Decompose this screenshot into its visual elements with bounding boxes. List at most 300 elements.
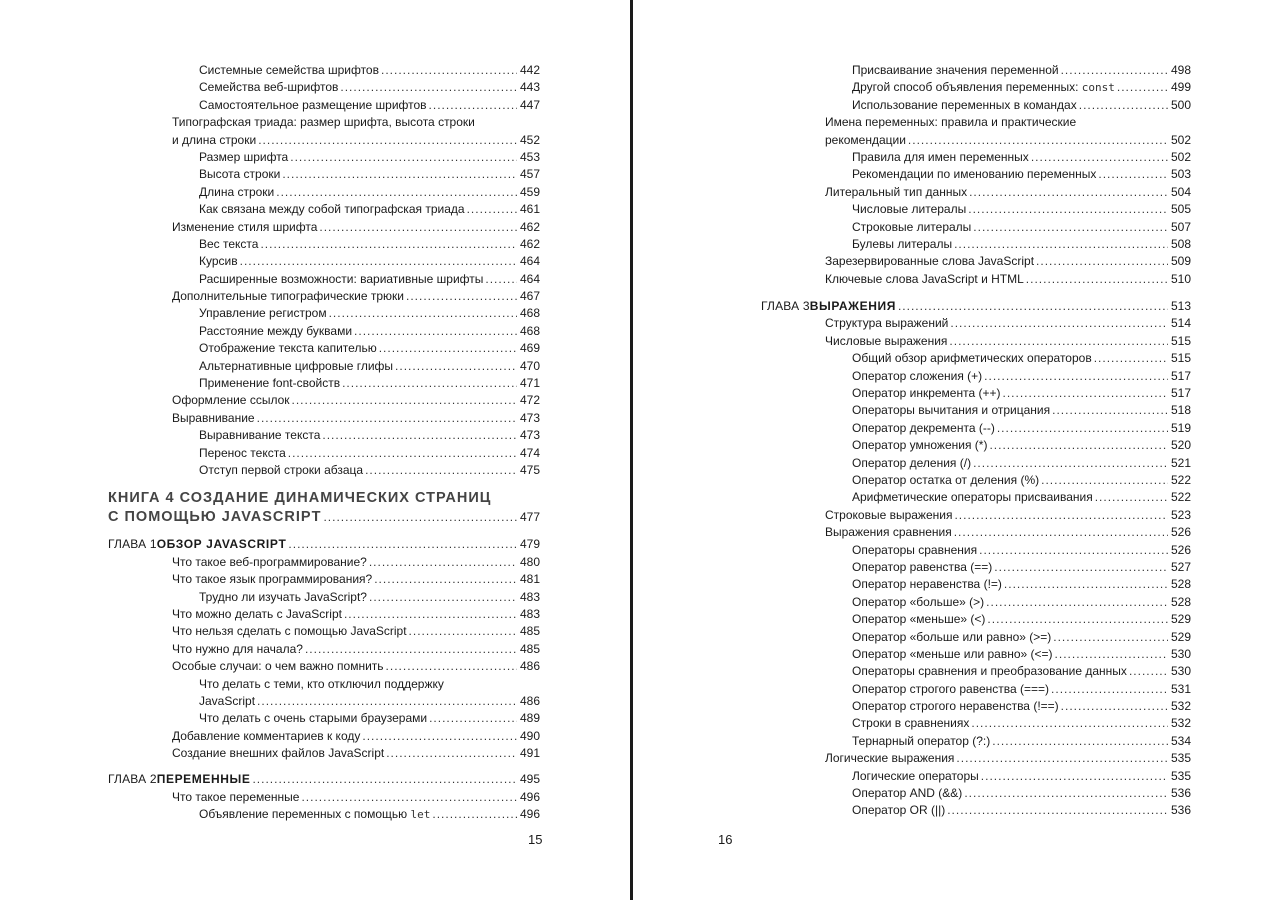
page-ref: 453 bbox=[519, 149, 540, 164]
chapter-title: ОБЗОР JAVASCRIPT bbox=[156, 537, 287, 552]
leader-dots bbox=[1061, 62, 1168, 79]
entry-title: Длина строки bbox=[199, 184, 275, 199]
book-heading[interactable]: КНИГА 4 СОЗДАНИЕ ДИНАМИЧЕСКИХ СТРАНИЦ С ПОМОЩЬЮ JAVASCRIPT ..... 477 bbox=[108, 489, 540, 527]
entry-title: Особые случаи: о чем важно помнить bbox=[172, 659, 384, 674]
leader-dots bbox=[292, 392, 517, 409]
page-ref: 464 bbox=[519, 254, 540, 269]
leader-dots bbox=[1117, 79, 1168, 96]
page-ref: 522 bbox=[1170, 490, 1191, 505]
code-keyword: const bbox=[1081, 81, 1115, 95]
leader-dots bbox=[288, 445, 517, 462]
page-ref: 535 bbox=[1170, 768, 1191, 783]
entry-title: Применение font-свойств bbox=[199, 376, 341, 391]
entry-title: Оператор остатка от деления (%) bbox=[852, 472, 1040, 487]
leader-dots bbox=[467, 201, 517, 218]
toc-entry[interactable] bbox=[761, 368, 1191, 385]
toc-entry[interactable] bbox=[761, 385, 1191, 402]
leader-dots bbox=[409, 623, 517, 640]
entry-title: Системные семейства шрифтов bbox=[199, 63, 379, 77]
toc-entry[interactable] bbox=[108, 323, 540, 340]
entry-title: Управление регистром bbox=[199, 306, 327, 321]
toc-entry[interactable] bbox=[761, 333, 1191, 350]
entry-title: Оператор AND (&&) bbox=[852, 786, 963, 801]
page-ref: 462 bbox=[519, 219, 540, 234]
entry-title: Что такое язык программирования? bbox=[172, 572, 373, 587]
page-ref: 461 bbox=[519, 202, 540, 217]
page-ref: 491 bbox=[519, 746, 540, 761]
toc-entry[interactable] bbox=[761, 629, 1191, 646]
page-ref: 526 bbox=[1170, 542, 1191, 557]
leader-dots bbox=[432, 806, 517, 823]
entry-title: Литеральный тип данных bbox=[825, 184, 968, 199]
leader-dots bbox=[986, 594, 1168, 611]
entry-title: Дополнительные типографические трюки bbox=[172, 289, 405, 304]
entry-title: Оператор равенства (==) bbox=[852, 559, 993, 574]
toc-entry[interactable] bbox=[108, 201, 540, 218]
chapter-heading[interactable] bbox=[761, 298, 1191, 315]
toc-entry[interactable] bbox=[108, 149, 540, 166]
page-ref: 515 bbox=[1170, 333, 1191, 348]
entry-title: Отображение текста капителью bbox=[199, 341, 377, 356]
page-ref: 486 bbox=[519, 693, 540, 708]
toc-entry[interactable] bbox=[761, 455, 1191, 472]
toc-entry[interactable] bbox=[108, 253, 540, 270]
entry-title: Оператор строгого равенства (===) bbox=[852, 681, 1050, 696]
leader-dots bbox=[365, 462, 517, 479]
toc-entry[interactable] bbox=[761, 542, 1191, 559]
page-ref: 536 bbox=[1170, 803, 1191, 818]
page-ref: 510 bbox=[1170, 271, 1191, 286]
toc-entry[interactable]: Другой способ объявления переменных: const ..... 499 bbox=[761, 79, 1191, 96]
leader-dots bbox=[954, 524, 1168, 541]
toc-entry[interactable] bbox=[761, 184, 1191, 201]
toc-entry[interactable] bbox=[108, 745, 540, 762]
toc-entry[interactable] bbox=[108, 340, 540, 357]
code-keyword: let bbox=[410, 808, 431, 822]
leader-dots bbox=[374, 571, 517, 588]
leader-dots bbox=[305, 641, 517, 658]
entry-title: Выражения сравнения bbox=[825, 525, 952, 540]
entry-title: Самостоятельное размещение шрифтов bbox=[199, 97, 427, 112]
page-ref: 473 bbox=[519, 428, 540, 443]
page-ref: 504 bbox=[1170, 184, 1191, 199]
entry-title: Логические выражения bbox=[825, 751, 955, 766]
toc-entry[interactable] bbox=[761, 315, 1191, 332]
page-ref: 514 bbox=[1170, 316, 1191, 331]
leader-dots bbox=[1061, 698, 1168, 715]
toc-right bbox=[761, 62, 1191, 820]
leader-dots bbox=[1098, 166, 1168, 183]
leader-dots bbox=[344, 606, 517, 623]
chapter-title: ПЕРЕМЕННЫЕ bbox=[156, 772, 251, 787]
entry-title: Выравнивание текста bbox=[199, 428, 321, 443]
page-ref: 502 bbox=[1170, 149, 1191, 164]
toc-entry[interactable] bbox=[761, 576, 1191, 593]
toc-entry[interactable] bbox=[108, 62, 540, 79]
entry-title: Оформление ссылок bbox=[172, 393, 290, 408]
entry-title: Что такое веб-программирование? bbox=[172, 554, 367, 569]
page-ref: 505 bbox=[1170, 202, 1191, 217]
toc-entry[interactable] bbox=[108, 410, 540, 427]
toc-entry[interactable]: Имена переменных: правила и практические bbox=[825, 115, 1077, 130]
toc-entry[interactable]: рекомендации ..... 502 bbox=[761, 132, 1191, 149]
leader-dots bbox=[429, 97, 517, 114]
leader-dots bbox=[485, 271, 517, 288]
page-ref: 469 bbox=[519, 341, 540, 356]
leader-dots bbox=[301, 789, 517, 806]
page-ref: 496 bbox=[519, 807, 540, 822]
page-ref: 495 bbox=[519, 772, 540, 787]
toc-entry[interactable]: Типографская триада: размер шрифта, высота строки bbox=[172, 115, 475, 130]
leader-dots bbox=[1095, 489, 1168, 506]
entry-title: Операторы сравнения и преобразование данных bbox=[852, 664, 1127, 679]
toc-entry[interactable] bbox=[761, 489, 1191, 506]
leader-dots bbox=[252, 771, 517, 788]
page-ref: 530 bbox=[1170, 664, 1191, 679]
page-ref: 486 bbox=[519, 659, 540, 674]
entry-title: Оператор «меньше или равно» (<=) bbox=[852, 646, 1053, 661]
page-number: 16 bbox=[718, 832, 733, 847]
chapter-heading[interactable] bbox=[108, 771, 540, 788]
toc-entry[interactable] bbox=[108, 789, 540, 806]
toc-entry[interactable] bbox=[108, 236, 540, 253]
toc-entry[interactable] bbox=[761, 507, 1191, 524]
leader-dots bbox=[1053, 629, 1168, 646]
toc-entry[interactable] bbox=[761, 611, 1191, 628]
toc-entry[interactable] bbox=[761, 524, 1191, 541]
entry-title: Трудно ли изучать JavaScript? bbox=[199, 589, 367, 604]
entry-title: Изменение стиля шрифта bbox=[172, 219, 318, 234]
toc-entry[interactable] bbox=[108, 219, 540, 236]
entry-title: Перенос текста bbox=[199, 445, 286, 460]
leader-dots bbox=[323, 508, 517, 527]
entry-title: Булевы литералы bbox=[852, 236, 953, 251]
entry-title: Размер шрифта bbox=[199, 149, 289, 164]
leader-dots bbox=[1079, 97, 1168, 114]
right-page bbox=[633, 0, 1261, 900]
page-ref: 480 bbox=[519, 554, 540, 569]
page-ref: 475 bbox=[519, 462, 540, 477]
page-ref: 447 bbox=[519, 97, 540, 112]
entry-title: Оператор сложения (+) bbox=[852, 368, 983, 383]
page-ref: 471 bbox=[519, 376, 540, 391]
page-ref: 483 bbox=[519, 589, 540, 604]
toc-entry[interactable] bbox=[108, 288, 540, 305]
entry-title: Высота строки bbox=[199, 167, 281, 182]
leader-dots bbox=[971, 715, 1168, 732]
toc-entry[interactable] bbox=[108, 571, 540, 588]
page-ref: 470 bbox=[519, 358, 540, 373]
leader-dots bbox=[282, 166, 517, 183]
leader-dots bbox=[969, 184, 1168, 201]
entry-title: Оператор «меньше» (<) bbox=[852, 612, 986, 627]
leader-dots bbox=[260, 236, 517, 253]
leader-dots bbox=[1094, 350, 1168, 367]
entry-title: Что можно делать с JavaScript bbox=[172, 606, 342, 621]
page-ref: 527 bbox=[1170, 559, 1191, 574]
chapter-title: ВЫРАЖЕНИЯ bbox=[809, 299, 896, 314]
leader-dots bbox=[954, 236, 1168, 253]
page-ref: 499 bbox=[1170, 80, 1191, 95]
page-ref: 508 bbox=[1170, 236, 1191, 251]
entry-title: Как связана между собой типографская триада bbox=[199, 202, 465, 217]
entry-title: Что такое переменные bbox=[172, 789, 300, 804]
toc-entry[interactable] bbox=[761, 733, 1191, 750]
left-page bbox=[0, 0, 630, 900]
leader-dots bbox=[369, 589, 517, 606]
leader-dots bbox=[984, 368, 1168, 385]
leader-dots bbox=[947, 802, 1168, 819]
toc-entry[interactable]: JavaScript ..... 486 bbox=[108, 693, 540, 710]
page-ref: 481 bbox=[519, 572, 540, 587]
page-ref: 534 bbox=[1170, 733, 1191, 748]
toc-entry[interactable] bbox=[761, 149, 1191, 166]
toc-entry[interactable] bbox=[761, 594, 1191, 611]
leader-dots bbox=[386, 745, 517, 762]
page-ref: 536 bbox=[1170, 786, 1191, 801]
leader-dots bbox=[979, 542, 1168, 559]
leader-dots bbox=[1004, 576, 1168, 593]
page-ref: 523 bbox=[1170, 507, 1191, 522]
leader-dots bbox=[997, 420, 1168, 437]
toc-entry[interactable] bbox=[761, 420, 1191, 437]
page-ref: 468 bbox=[519, 306, 540, 321]
entry-title: Расстояние между буквами bbox=[199, 323, 353, 338]
leader-dots bbox=[290, 149, 517, 166]
page-ref: 485 bbox=[519, 641, 540, 656]
toc-entry[interactable] bbox=[108, 427, 540, 444]
entry-title: Арифметические операторы присваивания bbox=[852, 490, 1093, 505]
leader-dots bbox=[898, 298, 1168, 315]
entry-title: Оператор «больше» (>) bbox=[852, 594, 985, 609]
leader-dots bbox=[968, 201, 1168, 218]
toc-entry[interactable] bbox=[108, 641, 540, 658]
toc-entry[interactable] bbox=[108, 97, 540, 114]
leader-dots bbox=[386, 658, 517, 675]
chapter-heading[interactable] bbox=[108, 536, 540, 553]
page-ref: 459 bbox=[519, 184, 540, 199]
entry-title: Использование переменных в командах bbox=[852, 97, 1077, 112]
leader-dots bbox=[954, 507, 1168, 524]
toc-entry[interactable] bbox=[761, 253, 1191, 270]
entry-title: Ключевые слова JavaScript и HTML bbox=[825, 271, 1024, 286]
page-ref: 507 bbox=[1170, 219, 1191, 234]
page-ref: 468 bbox=[519, 323, 540, 338]
entry-title: Альтернативные цифровые глифы bbox=[199, 358, 394, 373]
page-ref: 452 bbox=[519, 132, 540, 147]
entry-title: Правила для имен переменных bbox=[852, 149, 1029, 164]
toc-entry[interactable] bbox=[761, 201, 1191, 218]
entry-title: Структура выражений bbox=[825, 316, 949, 331]
entry-title: Оператор строгого неравенства (!==) bbox=[852, 699, 1059, 714]
leader-dots bbox=[354, 323, 517, 340]
toc-entry[interactable] bbox=[761, 62, 1191, 79]
entry-title: Оператор неравенства (!=) bbox=[852, 577, 1002, 592]
toc-entry[interactable] bbox=[761, 97, 1191, 114]
leader-dots bbox=[406, 288, 517, 305]
page-ref: 509 bbox=[1170, 254, 1191, 269]
entry-title: Оператор деления (/) bbox=[852, 455, 972, 470]
page-ref: 528 bbox=[1170, 577, 1191, 592]
chapter-label: ГЛАВА 2 bbox=[108, 772, 157, 787]
toc-entry[interactable] bbox=[108, 710, 540, 727]
chapter-label: ГЛАВА 3 bbox=[761, 299, 810, 314]
toc-entry[interactable] bbox=[108, 658, 540, 675]
leader-dots bbox=[956, 750, 1168, 767]
toc-entry[interactable] bbox=[108, 166, 540, 183]
toc-entry[interactable] bbox=[108, 392, 540, 409]
page-ref: 517 bbox=[1170, 368, 1191, 383]
entry-title: Что делать с очень старыми браузерами bbox=[199, 711, 428, 726]
toc-entry[interactable] bbox=[108, 623, 540, 640]
page-ref: 462 bbox=[519, 236, 540, 251]
leader-dots bbox=[950, 315, 1168, 332]
toc-entry[interactable]: Объявление переменных с помощью let ..... 496 bbox=[108, 806, 540, 823]
leader-dots bbox=[1031, 149, 1168, 166]
leader-dots bbox=[322, 427, 517, 444]
page-ref: 522 bbox=[1170, 472, 1191, 487]
page-ref: 531 bbox=[1170, 681, 1191, 696]
leader-dots bbox=[257, 693, 517, 710]
toc-entry[interactable] bbox=[108, 375, 540, 392]
toc-entry[interactable] bbox=[108, 305, 540, 322]
leader-dots bbox=[429, 710, 517, 727]
entry-title: Оператор декремента (--) bbox=[852, 420, 995, 435]
page-ref: 530 bbox=[1170, 646, 1191, 661]
page-ref: 472 bbox=[519, 393, 540, 408]
leader-dots bbox=[1052, 402, 1168, 419]
toc-entry[interactable] bbox=[761, 768, 1191, 785]
toc-entry[interactable]: Что делать с теми, кто отключил поддержку bbox=[199, 676, 444, 691]
page-ref: 477 bbox=[519, 510, 540, 525]
leader-dots bbox=[973, 455, 1168, 472]
toc-entry[interactable] bbox=[108, 728, 540, 745]
leader-dots bbox=[288, 536, 517, 553]
page-ref: 457 bbox=[519, 167, 540, 182]
page-ref: 490 bbox=[519, 728, 540, 743]
toc-entry[interactable] bbox=[761, 802, 1191, 819]
leader-dots bbox=[989, 437, 1168, 454]
entry-title: Тернарный оператор (?:) bbox=[852, 733, 991, 748]
page-ref: 443 bbox=[519, 80, 540, 95]
page-ref: 528 bbox=[1170, 594, 1191, 609]
entry-title: Логические операторы bbox=[852, 768, 979, 783]
page-ref: 442 bbox=[519, 63, 540, 77]
toc-entry[interactable] bbox=[761, 271, 1191, 288]
leader-dots bbox=[949, 333, 1168, 350]
toc-entry[interactable]: и длина строки ..... 452 bbox=[108, 132, 540, 149]
toc-entry[interactable] bbox=[108, 606, 540, 623]
toc-entry[interactable] bbox=[761, 715, 1191, 732]
page-ref: 521 bbox=[1170, 455, 1191, 470]
entry-title: Оператор инкремента (++) bbox=[852, 386, 1001, 401]
page-ref: 479 bbox=[519, 537, 540, 552]
toc-entry[interactable] bbox=[761, 236, 1191, 253]
entry-title: Добавление комментариев к коду bbox=[172, 728, 361, 743]
page-ref: 532 bbox=[1170, 699, 1191, 714]
page-ref: 485 bbox=[519, 624, 540, 639]
toc-entry[interactable] bbox=[108, 554, 540, 571]
toc-entry[interactable] bbox=[108, 271, 540, 288]
toc-entry[interactable] bbox=[761, 681, 1191, 698]
toc-entry[interactable] bbox=[761, 219, 1191, 236]
toc-entry[interactable] bbox=[108, 184, 540, 201]
toc-left bbox=[108, 62, 540, 824]
leader-dots bbox=[342, 375, 517, 392]
page-ref: 535 bbox=[1170, 751, 1191, 766]
leader-dots bbox=[1036, 253, 1168, 270]
leader-dots bbox=[381, 62, 517, 79]
leader-dots bbox=[1003, 385, 1168, 402]
leader-dots bbox=[992, 733, 1168, 750]
page-ref: 513 bbox=[1170, 299, 1191, 314]
toc-entry[interactable] bbox=[761, 663, 1191, 680]
page-ref: 517 bbox=[1170, 386, 1191, 401]
toc-entry[interactable] bbox=[761, 785, 1191, 802]
toc-entry[interactable] bbox=[108, 462, 540, 479]
entry-title: Строковые литералы bbox=[852, 219, 972, 234]
leader-dots bbox=[1055, 646, 1168, 663]
leader-dots bbox=[987, 611, 1168, 628]
leader-dots bbox=[395, 358, 517, 375]
entry-title: Что нужно для начала? bbox=[172, 641, 303, 656]
leader-dots bbox=[340, 79, 517, 96]
entry-title: Зарезервированные слова JavaScript bbox=[825, 254, 1035, 269]
leader-dots bbox=[964, 785, 1168, 802]
page-number: 15 bbox=[528, 832, 543, 847]
page-ref: 498 bbox=[1170, 63, 1191, 77]
toc-entry[interactable] bbox=[761, 437, 1191, 454]
toc-entry[interactable] bbox=[761, 402, 1191, 419]
leader-dots bbox=[973, 219, 1168, 236]
entry-title: Оператор «больше или равно» (>=) bbox=[852, 629, 1052, 644]
toc-entry[interactable] bbox=[108, 445, 540, 462]
toc-entry[interactable] bbox=[761, 698, 1191, 715]
page-ref: 529 bbox=[1170, 629, 1191, 644]
toc-entry[interactable] bbox=[761, 166, 1191, 183]
entry-title: Вес текста bbox=[199, 236, 259, 251]
page-ref: 474 bbox=[519, 445, 540, 460]
page-ref: 502 bbox=[1170, 132, 1191, 147]
toc-entry[interactable] bbox=[761, 646, 1191, 663]
entry-title: Числовые выражения bbox=[825, 333, 948, 348]
page-ref: 520 bbox=[1170, 438, 1191, 453]
leader-dots bbox=[379, 340, 517, 357]
entry-title: Расширенные возможности: вариативные шрифты bbox=[199, 271, 484, 286]
entry-title: Операторы сравнения bbox=[852, 542, 978, 557]
chapter-label: ГЛАВА 1 bbox=[108, 537, 157, 552]
leader-dots bbox=[1129, 663, 1168, 680]
leader-dots bbox=[981, 768, 1168, 785]
toc-entry[interactable] bbox=[761, 750, 1191, 767]
page-ref: 529 bbox=[1170, 612, 1191, 627]
toc-entry[interactable] bbox=[761, 350, 1191, 367]
entry-title: Семейства веб-шрифтов bbox=[199, 80, 339, 95]
entry-title: Что нельзя сделать с помощью JavaScript bbox=[172, 624, 407, 639]
toc-entry[interactable] bbox=[108, 589, 540, 606]
toc-entry[interactable] bbox=[108, 358, 540, 375]
entry-title: Оператор OR (||) bbox=[852, 803, 946, 818]
page-ref: 532 bbox=[1170, 716, 1191, 731]
page-ref: 473 bbox=[519, 410, 540, 425]
entry-title: Создание внешних файлов JavaScript bbox=[172, 746, 385, 761]
entry-title: Числовые литералы bbox=[852, 202, 967, 217]
page-ref: 467 bbox=[519, 289, 540, 304]
toc-entry[interactable] bbox=[761, 472, 1191, 489]
toc-entry[interactable] bbox=[761, 559, 1191, 576]
toc-entry[interactable] bbox=[108, 79, 540, 96]
page-ref: 503 bbox=[1170, 167, 1191, 182]
